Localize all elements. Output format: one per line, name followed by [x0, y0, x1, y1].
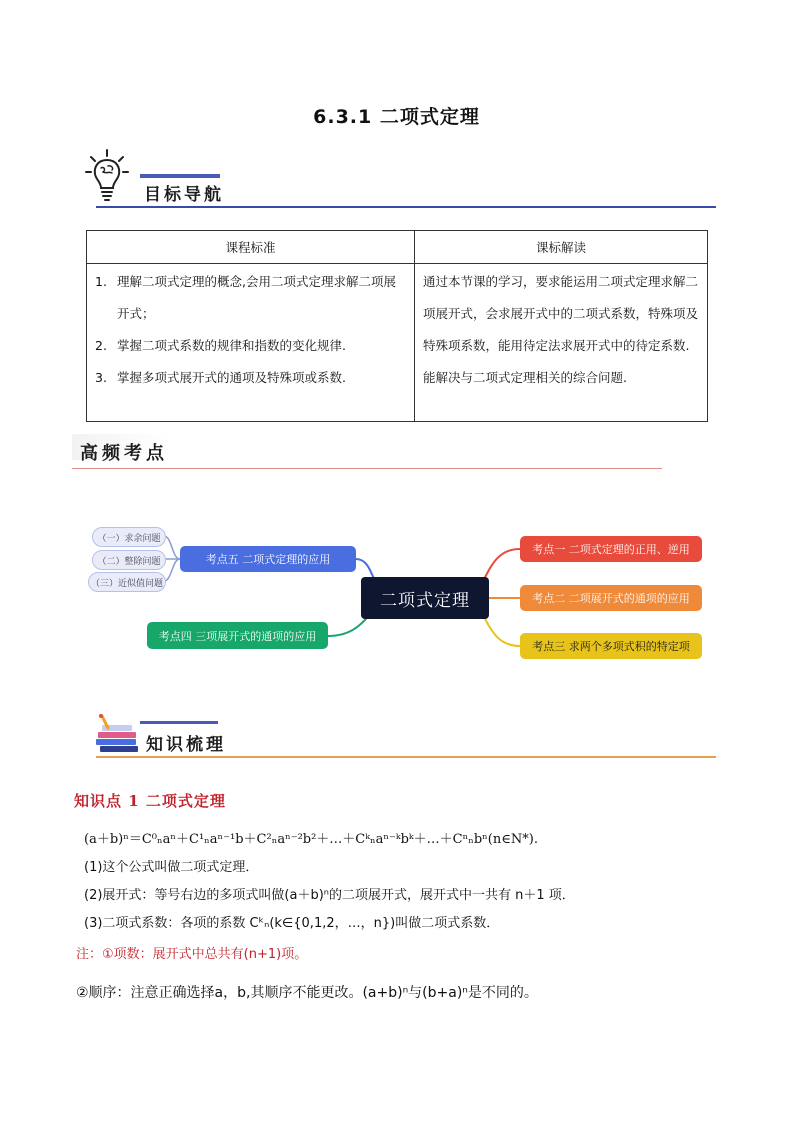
sub-topic-remainder: （一）求余问题 [92, 527, 166, 547]
sub-topic-approximation: （三）近似值问题 [88, 572, 166, 592]
section-divider [96, 206, 716, 208]
section-title-knowledge: 知识梳理 [146, 735, 226, 755]
section-title-bar [140, 721, 218, 724]
topic-three-node: 考点三 求两个多项式积的特定项 [520, 633, 702, 659]
binomial-formula: (a＋b)ⁿ＝C⁰ₙaⁿ＋C¹ₙaⁿ⁻¹b＋C²ₙaⁿ⁻²b²＋…＋Cᵏₙaⁿ⁻ᵏbᵏ＋…＋Cⁿₙbⁿ(n∈N*). [84, 832, 538, 847]
table-header: 课标解读 [415, 231, 708, 264]
section-divider [72, 468, 662, 469]
table-header: 课程标准 [87, 231, 415, 264]
course-standards-table [86, 230, 708, 422]
knowledge-point-title: 知识点 1 二项式定理 [74, 792, 226, 810]
books-icon [94, 714, 142, 754]
section-title-bar [140, 174, 220, 178]
section-divider [96, 756, 716, 758]
topic-two-node: 考点二 二项展开式的通项的应用 [520, 585, 702, 611]
topic-four-node: 考点四 三项展开式的通项的应用 [147, 622, 328, 649]
standards-cell [87, 264, 415, 422]
note-order: ②顺序：注意正确选择a，b,其顺序不能更改。(a+b)ⁿ与(b+a)ⁿ是不同的。 [76, 985, 538, 1001]
section-title-goals: 目标导航 [144, 185, 224, 205]
topic-one-node: 考点一 二项式定理的正用、逆用 [520, 536, 702, 562]
note-term-count: 注：①项数：展开式中总共有(n+1)项。 [76, 947, 308, 962]
knowledge-paragraph-3: (3)二项式系数：各项的系数 Cᵏₙ(k∈{0,1,2，…，n})叫做二项式系数． [84, 916, 500, 931]
list-item: 1. 理解二项式定理的概念,会用二项式定理求解二项展开式； [95, 274, 396, 321]
sub-topic-divisibility: （二）整除问题 [92, 550, 166, 570]
list-item: 3. 掌握多项式展开式的通项及特殊项或系数. [95, 370, 346, 385]
page-title: 6.3.1 二项式定理 [313, 106, 480, 128]
mindmap-center-node: 二项式定理 [361, 577, 489, 619]
section-title-hot-topics: 高频考点 [80, 443, 168, 464]
list-item: 2. 掌握二项式系数的规律和指数的变化规律. [95, 338, 346, 353]
knowledge-paragraph-2: (2)展开式：等号右边的多项式叫做(a＋b)ⁿ的二项展开式，展开式中一共有 n＋1 项． [84, 888, 575, 903]
topic-five-node: 考点五 二项式定理的应用 [180, 546, 356, 572]
knowledge-paragraph-1: (1)这个公式叫做二项式定理． [84, 860, 259, 875]
interpretation-cell: 通过本节课的学习，要求能运用二项式定理求解二项展开式，会求展开式中的二项式系数，特殊项及特殊项系数，能用待定法求展开式中的待定系数.能解决与二项式定理相关的综合问题. [415, 264, 708, 422]
lightbulb-icon [84, 148, 130, 206]
